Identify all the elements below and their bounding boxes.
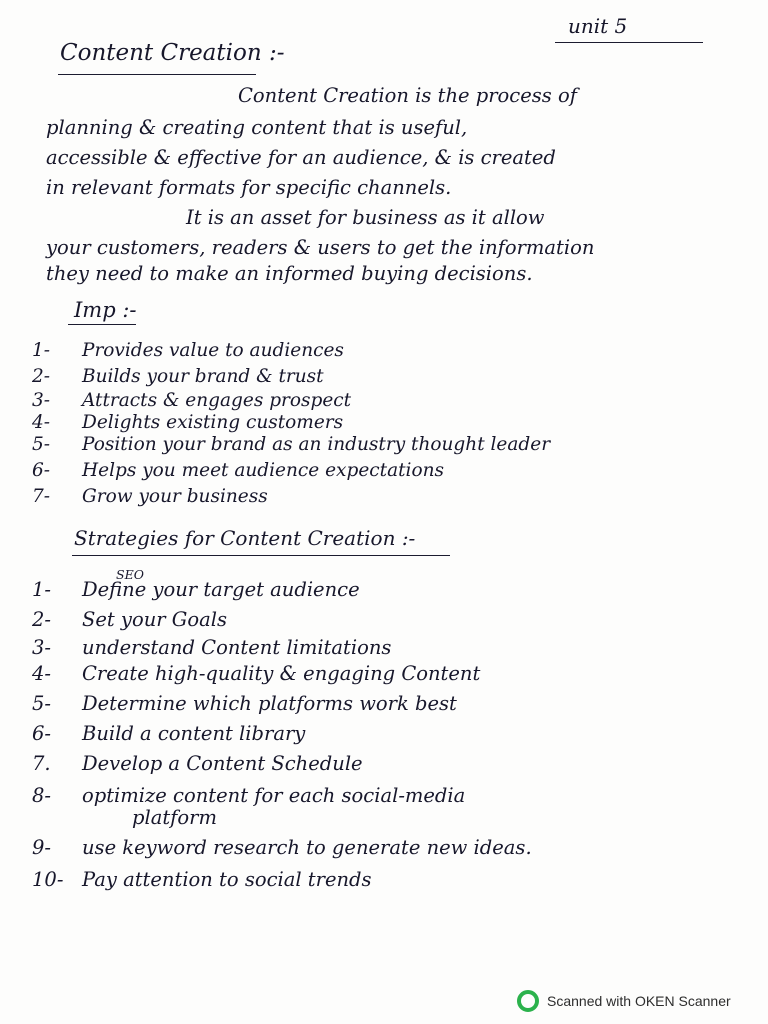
list-item <box>32 836 532 859</box>
importance-underline <box>68 324 136 325</box>
list-item <box>32 578 360 601</box>
definition-line: planning & creating content that is useful, <box>46 116 468 139</box>
page-title: Content Creation :- <box>60 40 285 66</box>
list-item-text: Build a content library <box>82 722 306 745</box>
list-item-text: Determine which platforms work best <box>82 692 457 715</box>
list-item-text: Pay attention to social trends <box>82 868 372 891</box>
title-underline <box>58 74 256 75</box>
list-item-number: 3- <box>32 636 51 659</box>
list-item-text: Develop a Content Schedule <box>82 752 363 775</box>
list-item <box>32 608 227 631</box>
list-item <box>32 784 465 807</box>
list-item <box>32 366 324 387</box>
list-item <box>82 806 217 829</box>
list-item <box>32 340 344 361</box>
list-item-text: Builds your brand & trust <box>82 366 324 387</box>
unit-label: unit 5 <box>568 14 628 38</box>
definition-line: Content Creation is the process of <box>238 84 577 107</box>
scanner-watermark-label: Scanned with OKEN Scanner <box>547 993 731 1009</box>
list-item-number: 1- <box>32 340 51 361</box>
list-item-number: 2- <box>32 608 51 631</box>
list-item <box>32 412 343 433</box>
list-item-number: 4- <box>32 662 51 685</box>
list-item-text: platform <box>132 806 217 829</box>
list-item-text: understand Content limitations <box>82 636 392 659</box>
list-item <box>32 460 444 481</box>
strategies-underline <box>72 555 450 556</box>
list-item <box>32 636 391 659</box>
oken-scanner-logo-icon <box>517 990 539 1012</box>
list-item-text: optimize content for each social-media <box>82 784 466 807</box>
list-item-number: 9- <box>32 836 51 859</box>
list-item-text: Set your Goals <box>82 608 227 631</box>
list-item <box>32 434 550 455</box>
list-item-number: 7. <box>32 752 51 775</box>
list-item-text: use keyword research to generate new ideas. <box>82 836 532 859</box>
list-item-number: 8- <box>32 784 51 807</box>
list-item-text: Grow your business <box>82 486 268 507</box>
list-item-text: Position your brand as an industry thought leader <box>82 434 551 455</box>
list-item-text: Attracts & engages prospect <box>82 390 352 411</box>
definition-line: accessible & effective for an audience, & is created <box>46 146 556 169</box>
scanner-watermark <box>517 990 731 1012</box>
list-item-text: Delights existing customers <box>82 412 344 433</box>
definition-line: your customers, readers & users to get the information <box>46 236 595 259</box>
list-item-number: 10- <box>32 868 64 891</box>
seo-annotation: SEO <box>116 567 144 582</box>
list-item-number: 5- <box>32 692 51 715</box>
list-item-number: 1- <box>32 578 51 601</box>
list-item-number: 6- <box>32 722 51 745</box>
list-item-text: Provides value to audiences <box>82 340 344 361</box>
list-item <box>32 486 268 507</box>
list-item <box>32 390 351 411</box>
list-item-text: Define your target audience <box>82 578 360 601</box>
definition-line: It is an asset for business as it allow <box>186 206 545 229</box>
list-item <box>32 752 363 775</box>
list-item <box>32 692 457 715</box>
list-item-number: 7- <box>32 486 51 507</box>
unit-underline <box>555 42 703 43</box>
list-item-number: 6- <box>32 460 51 481</box>
list-item-number: 3- <box>32 390 51 411</box>
list-item <box>32 868 372 891</box>
definition-line: in relevant formats for specific channels. <box>46 176 452 199</box>
importance-heading: Imp :- <box>74 298 137 322</box>
list-item-text: Helps you meet audience expectations <box>82 460 445 481</box>
list-item-number: 4- <box>32 412 51 433</box>
list-item-text: Create high-quality & engaging Content <box>82 662 481 685</box>
strategies-heading: Strategies for Content Creation :- <box>74 526 416 550</box>
list-item-number: 2- <box>32 366 51 387</box>
definition-line: they need to make an informed buying decisions. <box>46 262 533 285</box>
list-item <box>32 722 305 745</box>
list-item-number: 5- <box>32 434 51 455</box>
list-item <box>32 662 480 685</box>
